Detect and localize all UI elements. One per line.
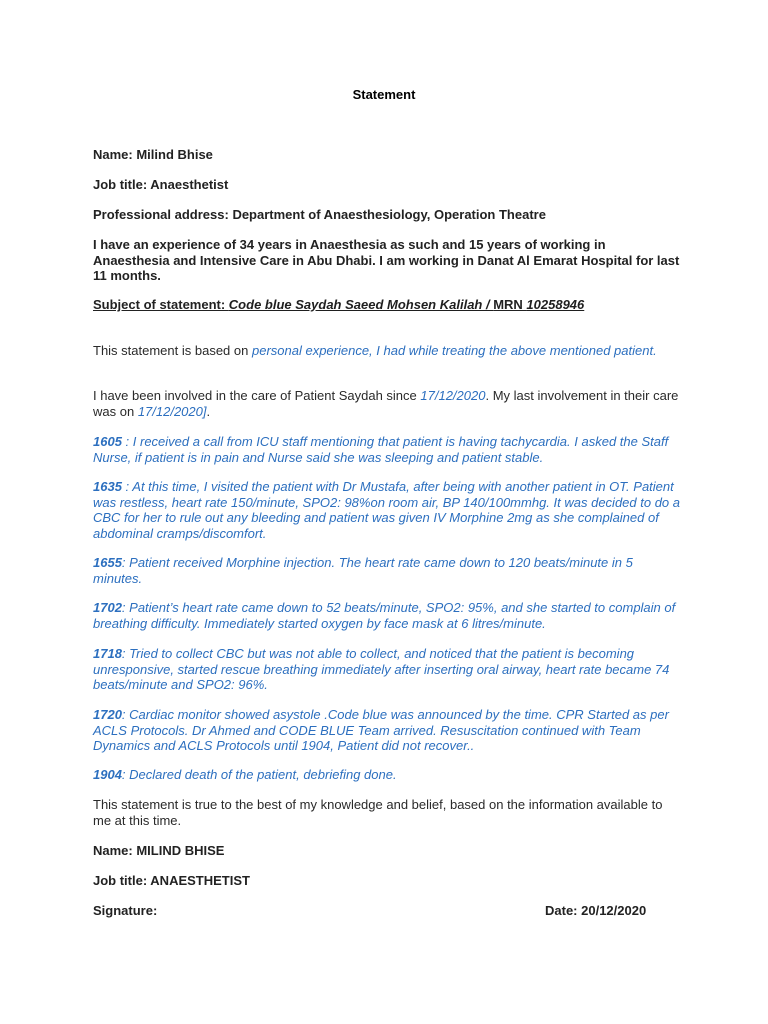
event-separator: : — [121, 555, 130, 570]
mrn-value: 10258946 — [526, 297, 585, 312]
name-line: Name: Milind Bhise — [93, 147, 213, 162]
basis-prefix: This statement is based on — [93, 343, 252, 358]
event-1702 — [93, 600, 683, 631]
declaration-paragraph: This statement is true to the best of my knowledge and belief, based on the information available to me at this time. — [93, 797, 663, 828]
involvement-text-3: . — [206, 403, 211, 419]
event-1904 — [93, 767, 683, 783]
event-text: Patient received Morphine injection. The heart rate came down to 120 beats/minute in 5 minutes. — [93, 555, 633, 586]
event-separator: : — [121, 434, 133, 449]
event-text: Cardiac monitor showed asystole .Code blue was announced by the time. CPR Started as per ACLS Protocols. Dr Ahmed and CODE BLUE Team arrived. Resuscitation continued with Team Dynamics and ACLS Protocols until 1904, Patient did not recover.. — [93, 707, 669, 753]
event-text: Patient’s heart rate came down to 52 beats/minute, SPO2: 95%, and she started to complain of breathing difficulty. Immediately started oxygen by face mask at 6 litres/minute. — [93, 600, 676, 631]
event-separator: : — [121, 600, 130, 615]
event-time: 1718 — [93, 646, 122, 661]
footer-name: Name: MILIND BHISE — [93, 843, 225, 858]
involvement-text-1: I have been involved in the care of Patient Saydah since — [93, 388, 421, 403]
job-title-line: Job title: Anaesthetist — [93, 177, 229, 192]
involvement-paragraph — [93, 388, 683, 419]
document-title: Statement — [352, 87, 416, 102]
footer-job-title: Job title: ANAESTHETIST — [93, 873, 250, 888]
event-1720 — [93, 707, 683, 754]
involvement-date-start: 17/12/2020 — [420, 388, 486, 403]
involvement-date-last: 17/12/2020] — [137, 403, 207, 419]
event-1635 — [93, 479, 683, 541]
basis-text: personal experience, I had while treating the above mentioned patient. — [251, 343, 657, 358]
event-text: Tried to collect CBC but was not able to collect, and noticed that the patient is becoming unresponsive, started rescue breathing immediately after inserting oral airway, heart rate became 74 beats/minute and SPO2: 96%. — [93, 646, 670, 692]
event-separator: : — [121, 646, 130, 661]
basis-paragraph — [93, 343, 683, 359]
event-time: 1605 — [93, 434, 122, 449]
event-time: 1720 — [93, 707, 122, 722]
subject-line — [93, 297, 683, 313]
event-time: 1635 — [93, 479, 122, 494]
event-time: 1655 — [93, 555, 122, 570]
event-text: I received a call from ICU staff mentioning that patient is having tachycardia. I asked the Staff Nurse, if patient is in pain and Nurse said she was sleeping and patient stable. — [93, 434, 669, 465]
event-1655 — [93, 555, 683, 586]
mrn-label: MRN — [493, 297, 527, 312]
event-separator: : — [121, 707, 130, 722]
event-time: 1904 — [93, 767, 122, 782]
signature-date: Date: 20/12/2020 — [545, 903, 647, 918]
signature-label: Signature: — [93, 903, 158, 918]
address-line: Professional address: Department of Anaesthesiology, Operation Theatre — [93, 207, 546, 222]
subject-label: Subject of statement: — [93, 297, 229, 312]
event-separator: : — [121, 767, 130, 782]
event-1718 — [93, 646, 683, 693]
event-1605 — [93, 434, 683, 465]
involvement-text-2: . My last involvement in their care was on — [93, 388, 679, 419]
event-separator: : — [121, 479, 133, 494]
event-text: Declared death of the patient, debriefing done. — [129, 767, 397, 782]
event-time: 1702 — [93, 600, 122, 615]
event-text: At this time, I visited the patient with Dr Mustafa, after being with another patient in OT. Patient was restless, heart rate 150/minute, SPO2: 98%on room air, BP 140/100mmhg. It was decided to do a CBC for her to rule out any bleeding and patient was given IV Morphine 2mg as she complained of abdominal cramps/discomfort. — [93, 479, 680, 541]
subject-case: Code blue Saydah Saeed Mohsen Kalilah / — [228, 297, 494, 312]
experience-paragraph: I have an experience of 34 years in Anaesthesia as such and 15 years of working in Anaesthesia and Intensive Care in Abu Dhabi. I am working in Danat Al Emarat Hospital for last 11 months. — [93, 237, 680, 283]
